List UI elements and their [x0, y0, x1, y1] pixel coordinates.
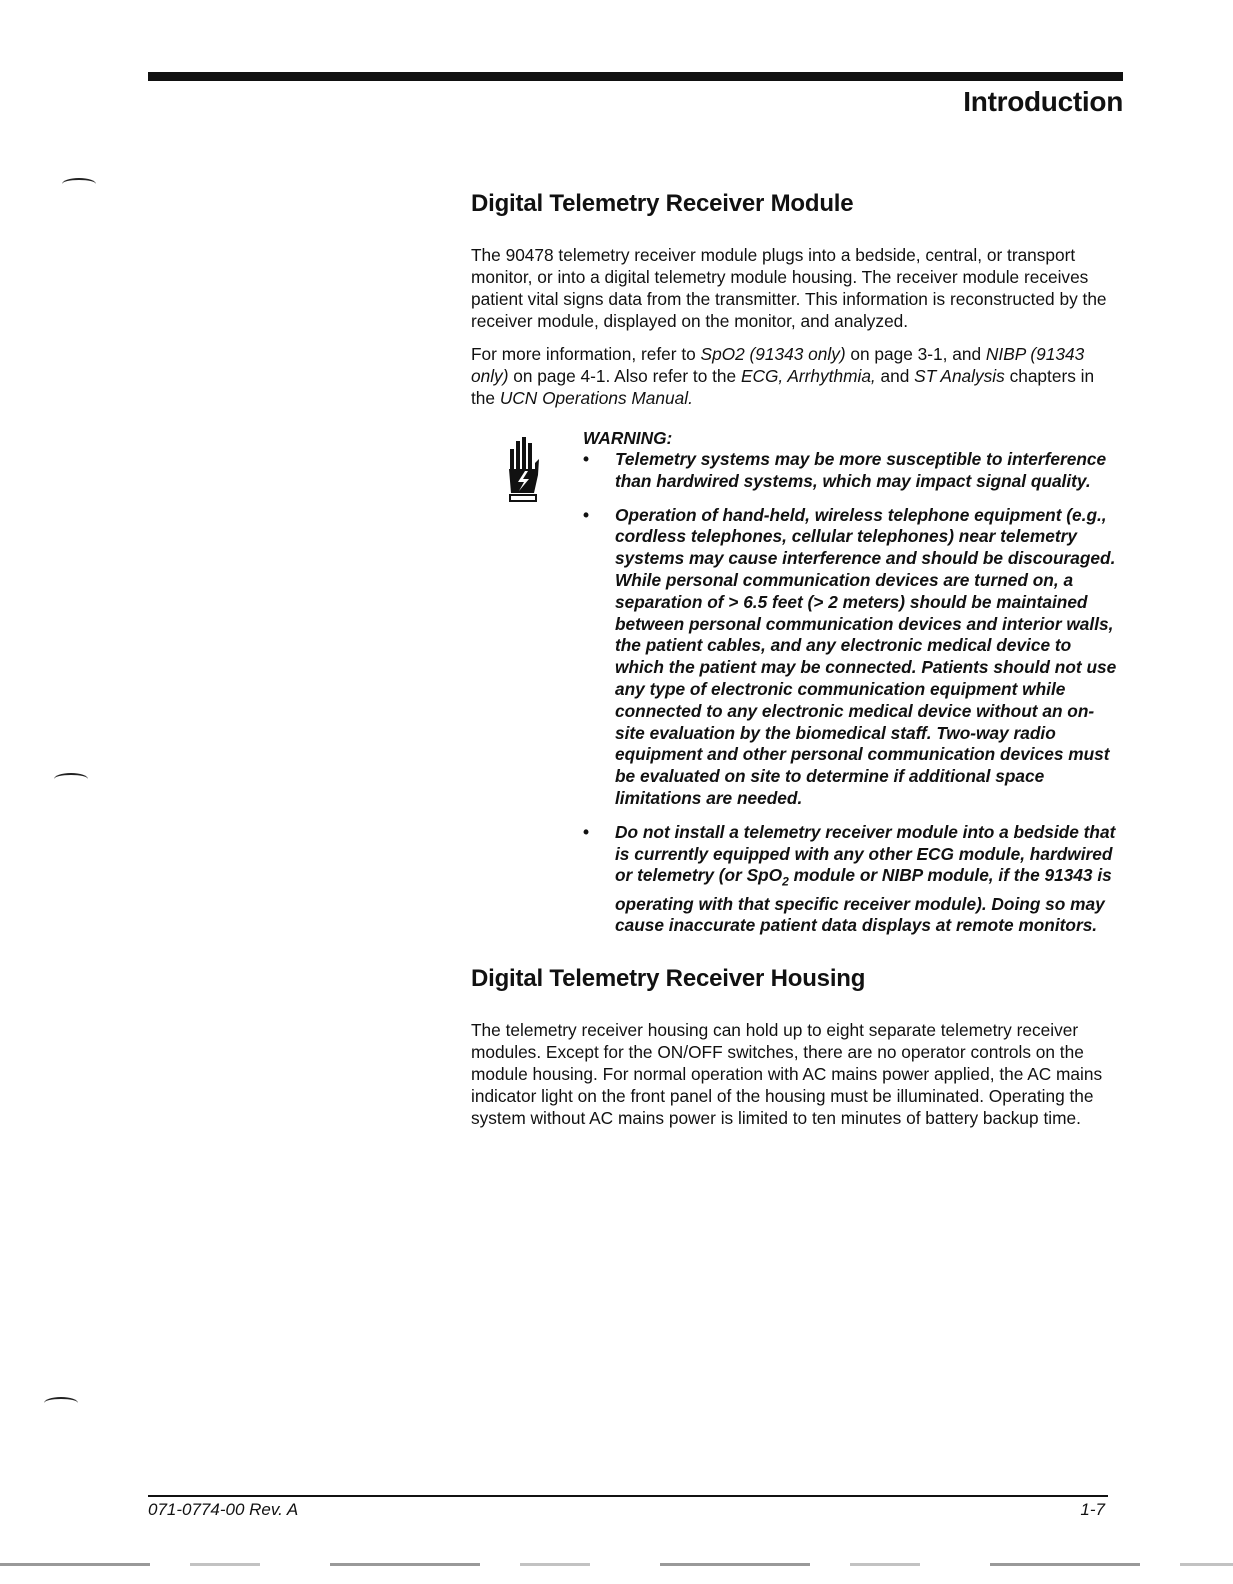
warning-item	[583, 822, 1121, 937]
section-heading-receiver-module: Digital Telemetry Receiver Module	[471, 190, 854, 217]
text-run: Do not install a telemetry receiver module into a bedside that is currently equipped with any other ECG module, hardwired or telemetry (or SpO	[615, 821, 1116, 886]
section-heading-receiver-housing: Digital Telemetry Receiver Housing	[471, 965, 866, 993]
document-number: 071-0774-00 Rev. A	[148, 1500, 299, 1519]
warning-label: WARNING:	[583, 428, 673, 448]
reference-st-analysis: ST Analysis	[914, 366, 1005, 386]
bullet: •	[583, 504, 590, 525]
text-run: on page 3-1, and	[845, 344, 986, 364]
warning-item	[583, 449, 1121, 493]
punch-hole-mark	[54, 773, 88, 785]
text-run: chapters in the	[471, 366, 1095, 408]
housing-section	[471, 965, 1121, 1129]
warning-hand-icon	[507, 435, 541, 505]
reference-nibp: NIBP (91343 only)	[471, 344, 1085, 386]
text-run: and	[875, 366, 915, 386]
bullet: •	[583, 449, 590, 469]
scan-edge-marks	[0, 1563, 1233, 1566]
warning-block	[471, 427, 1121, 937]
housing-paragraph: The telemetry receiver housing can hold up to eight separate telemetry receiver modules. Except for the ON/OFF switches, there are no operator controls on the module housing. For normal operation with AC mains power applied, the AC mains indicator light on the front panel of the housing must be illuminated. Operating the system without AC mains power is limited to ten minutes of battery backup time.	[471, 1020, 1103, 1129]
reference-ucn-manual: UCN Operations Manual.	[499, 388, 693, 408]
bullet: •	[583, 821, 590, 842]
warning-item	[583, 505, 1121, 810]
main-content	[471, 190, 1121, 1140]
chapter-title: Introduction	[963, 86, 1123, 117]
warning-text	[615, 822, 1115, 936]
text-run: module or NIBP module, if the 91343 is operating with that specific receiver module). Doing so may cause inaccurate patient data displays at remote monitors.	[615, 865, 1112, 936]
reference-ecg: ECG, Arrhythmia,	[740, 366, 876, 386]
punch-hole-mark	[62, 178, 96, 190]
page-number: 1-7	[1080, 1500, 1105, 1519]
header-rule	[148, 72, 1123, 81]
footer-rule	[148, 1495, 1108, 1497]
punch-hole-mark	[44, 1397, 78, 1409]
text-run: on page 4-1. Also refer to the	[508, 366, 741, 386]
subscript: 2	[782, 874, 789, 889]
warning-text: Telemetry systems may be more susceptible to interference than hardwired systems, which may impact signal quality.	[615, 449, 1107, 491]
warning-list	[583, 449, 1121, 937]
receiver-module-paragraph: The 90478 telemetry receiver module plugs into a bedside, central, or transport monitor, or into a digital telemetry module housing. The receiver module receives patient vital signs data from the transmitter. This information is reconstructed by the receiver module, displayed on the monitor, and analyzed.	[471, 245, 1107, 331]
warning-text: Operation of hand-held, wireless telephone equipment (e.g., cordless telephones, cellular telephones) near telemetry systems may cause interference and should be discouraged. While personal communication devices are turned on, a separation of > 6.5 feet (> 2 meters) should be maintained between personal communication devices and interior walls, the patient cables, and any electronic medical device to which the patient may be connected. Patients should not use any type of electronic communication equipment while connected to any electronic medical device without an on-site evaluation by the biomedical staff. Two-way radio equipment and other personal communication devices must be evaluated on site to determine if additional space limitations are needed.	[615, 504, 1117, 808]
text-run: For more information, refer to	[471, 344, 701, 364]
reference-spo2: SpO2 (91343 only)	[700, 344, 846, 364]
more-info-paragraph	[471, 343, 1121, 409]
